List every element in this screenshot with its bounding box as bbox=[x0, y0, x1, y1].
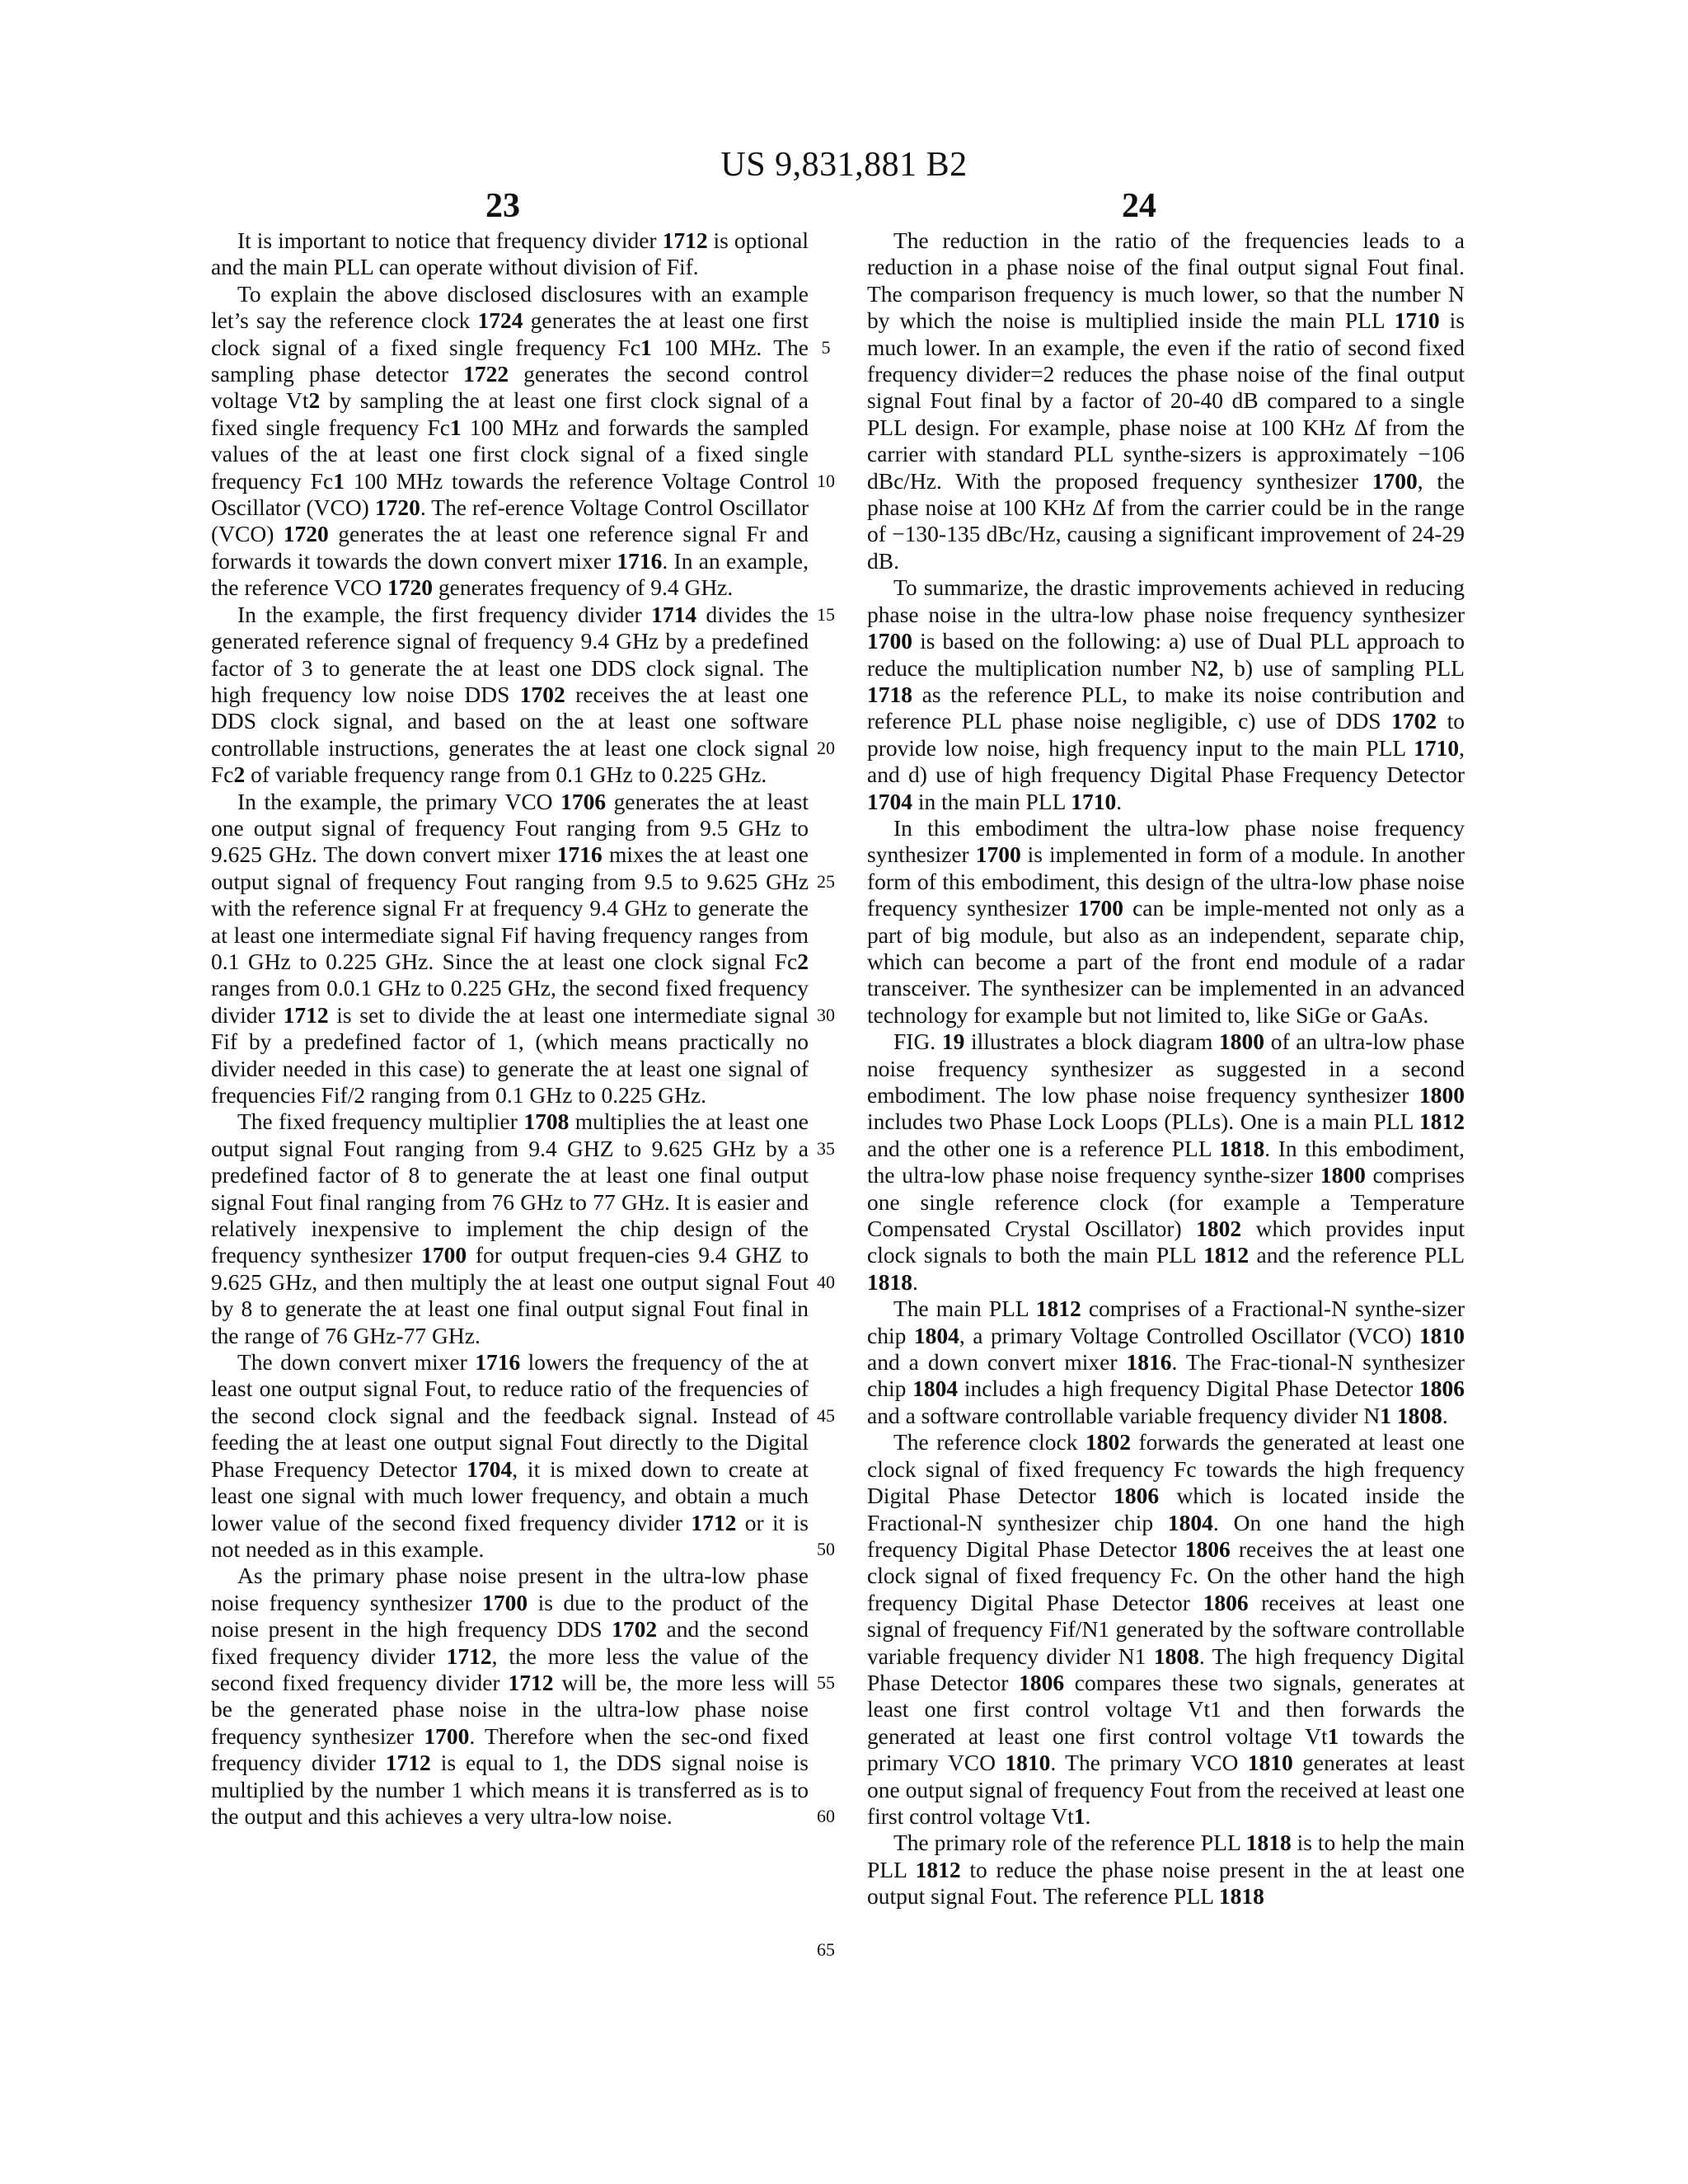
line-number-marker: 35 bbox=[817, 1137, 835, 1159]
line-number-marker: 15 bbox=[817, 603, 835, 625]
left-paragraph-4: In the example, the primary VCO 1706 generates the at least one output signal of frequency Fout ranging from 9.5 GHz to 9.625 GHz. The down convert mixer 1716 mixes the at least one output signal of frequency Fout ranging from 9.5 to 9.625 GHz with the reference signal Fr at frequency 9.4 GHz to generate the at least one intermediate signal Fif having frequency ranges from 0.1 GHz to 0.225 GHz. Since the at least one clock signal Fc2 ranges from 0.0.1 GHz to 0.225 GHz, the second fixed frequency divider 1712 is set to divide the at least one intermediate signal Fif by a predefined factor of 1, (which means practically no divider needed in this case) to generate the at least one signal of frequencies Fif/2 ranging from 0.1 GHz to 0.225 GHz. bbox=[211, 788, 809, 1108]
left-paragraph-7: As the primary phase noise present in the ultra-low phase noise frequency synthesizer 1700 is due to the product of the noise present in the high frequency DDS 1702 and the second fixed frequency divider 1712, the more less the value of the second fixed frequency divider 1712 will be, the more less will be the generated phase noise in the ultra-low phase noise frequency synthesizer 1700. Therefore when the sec-ond fixed frequency divider 1712 is equal to 1, the DDS signal noise is multiplied by the number 1 which means it is transferred as is to the output and this achieves a very ultra-low noise. bbox=[211, 1563, 809, 1829]
right-column bbox=[867, 227, 1465, 1910]
right-column-number: 24 bbox=[1122, 187, 1156, 225]
right-paragraph-3: In this embodiment the ultra-low phase noise frequency synthesizer 1700 is implemented in form of a module. In another form of this embodiment, this design of the ultra-low phase noise frequency synthesizer 1700 can be imple-mented not only as a part of big module, but also as an independent, separate chip, which can become a part of the front end module of a radar transceiver. The synthesizer can be implemented in an advanced technology for example but not limited to, like SiGe or GaAs. bbox=[867, 814, 1465, 1028]
right-paragraph-7: The primary role of the reference PLL 1818 is to help the main PLL 1812 to reduce the phase noise present in the at least one output signal Fout. The reference PLL 1818 bbox=[867, 1830, 1465, 1910]
patent-number: US 9,831,881 B2 bbox=[720, 146, 968, 184]
left-paragraph-5: The fixed frequency multiplier 1708 multiplies the at least one output signal Fout ranging from 9.4 GHZ to 9.625 GHz by a predefined factor of 8 to generate the at least one final output signal Fout final ranging from 76 GHz to 77 GHz. It is easier and relatively inexpensive to implement the chip design of the frequency synthesizer 1700 for output frequen-cies 9.4 GHZ to 9.625 GHz, and then multiply the at least one output signal Fout by 8 to generate the at least one final output signal Fout final in the range of 76 GHz-77 GHz. bbox=[211, 1108, 809, 1348]
left-paragraph-1: It is important to notice that frequency divider 1712 is optional and the main PLL can operate without division of Fif. bbox=[211, 227, 809, 280]
line-number-marker: 50 bbox=[817, 1538, 835, 1559]
right-paragraph-4: FIG. 19 illustrates a block diagram 1800 of an ultra-low phase noise frequency synthesizer as suggested in a second embodiment. The low phase noise frequency synthesizer 1800 includes two Phase Lock Loops (PLLs). One is a main PLL 1812 and the other one is a reference PLL 1818. In this embodiment, the ultra-low phase noise frequency synthe-sizer 1800 comprises one single reference clock (for example a Temperature Compensated Crystal Oscillator) 1802 which provides input clock signals to both the main PLL 1812 and the reference PLL 1818. bbox=[867, 1029, 1465, 1295]
left-paragraph-6: The down convert mixer 1716 lowers the frequency of the at least one output signal Fout, to reduce ratio of the frequencies of the second clock signal and the feedback signal. Instead of feeding the at least one output signal Fout directly to the Digital Phase Frequency Detector 1704, it is mixed down to create at least one signal with much lower frequency, and obtain a much lower value of the second fixed frequency divider 1712 or it is not needed as in this example. bbox=[211, 1349, 809, 1562]
right-paragraph-5: The main PLL 1812 comprises of a Fractional-N synthe-sizer chip 1804, a primary Voltage Controlled Oscillator (VCO) 1810 and a down convert mixer 1816. The Frac-tional-N synthesizer chip 1804 includes a high frequency Digital Phase Detector 1806 and a software controllable variable frequency divider N1 1808. bbox=[867, 1296, 1465, 1428]
right-paragraph-6: The reference clock 1802 forwards the generated at least one clock signal of fixed frequency Fc towards the high frequency Digital Phase Detector 1806 which is located inside the Fractional-N synthesizer chip 1804. On one hand the high frequency Digital Phase Detector 1806 receives the at least one clock signal of fixed frequency Fc. On the other hand the high frequency Digital Phase Detector 1806 receives at least one signal of frequency Fif/N1 generated by the software controllable variable frequency divider N1 1808. The high frequency Digital Phase Detector 1806 compares these two signals, generates at least one first control voltage Vt1 and then forwards the generated at least one first control voltage Vt1 towards the primary VCO 1810. The primary VCO 1810 generates at least one output signal of frequency Fout from the received at least one first control voltage Vt1. bbox=[867, 1429, 1465, 1829]
line-number-marker: 10 bbox=[817, 470, 835, 491]
left-paragraph-3: In the example, the first frequency divider 1714 divides the generated reference signal of frequency 9.4 GHz by a predefined factor of 3 to generate the at least one DDS clock signal. The high frequency low noise DDS 1702 receives the at least one DDS clock signal, and based on the at least one software controllable instructions, generates the at least one clock signal Fc2 of variable frequency range from 0.1 GHz to 0.225 GHz. bbox=[211, 601, 809, 788]
line-number-marker: 40 bbox=[817, 1271, 835, 1292]
line-number-marker: 45 bbox=[817, 1404, 835, 1426]
line-number-marker: 65 bbox=[817, 1938, 835, 1960]
left-column bbox=[211, 227, 809, 1830]
line-number-marker: 20 bbox=[817, 737, 835, 758]
line-number-marker: 60 bbox=[817, 1805, 835, 1826]
line-number-marker: 55 bbox=[817, 1671, 835, 1693]
line-number-marker: 30 bbox=[817, 1004, 835, 1025]
right-paragraph-2: To summarize, the drastic improvements achieved in reducing phase noise in the ultra-low phase noise frequency synthesizer 1700 is based on the following: a) use of Dual PLL approach to reduce the multiplication number N2, b) use of sampling PLL 1718 as the reference PLL, to make its noise contribution and reference PLL phase noise negligible, c) use of DDS 1702 to provide low noise, high frequency input to the main PLL 1710, and d) use of high frequency Digital Phase Frequency Detector 1704 in the main PLL 1710. bbox=[867, 574, 1465, 814]
line-number-marker: 25 bbox=[817, 870, 835, 892]
line-number-marker: 5 bbox=[821, 336, 831, 358]
left-column-number: 23 bbox=[485, 187, 520, 225]
left-paragraph-2: To explain the above disclosed disclosures with an example let’s say the reference clock 1724 generates the at least one first clock signal of a fixed single frequency Fc1 100 MHz. The sampling phase detector 1722 generates the second control voltage Vt2 by sampling the at least one first clock signal of a fixed single frequency Fc1 100 MHz and forwards the sampled values of the at least one first clock signal of a fixed single frequency Fc1 100 MHz towards the reference Voltage Control Oscillator (VCO) 1720. The ref-erence Voltage Control Oscillator (VCO) 1720 generates the at least one reference signal Fr and forwards it towards the down convert mixer 1716. In an example, the reference VCO 1720 generates frequency of 9.4 GHz. bbox=[211, 280, 809, 601]
right-paragraph-1: The reduction in the ratio of the frequencies leads to a reduction in a phase noise of the final output signal Fout final. The comparison frequency is much lower, so that the number N by which the noise is multiplied inside the main PLL 1710 is much lower. In an example, the even if the ratio of second fixed frequency divider=2 reduces the phase noise of the final output signal Fout final by a factor of 20-40 dB compared to a single PLL design. For example, phase noise at 100 KHz Δf from the carrier with standard PLL synthe-sizers is approximately −106 dBc/Hz. With the proposed frequency synthesizer 1700, the phase noise at 100 KHz Δf from the carrier could be in the range of −130-135 dBc/Hz, causing a significant improvement of 24-29 dB. bbox=[867, 227, 1465, 574]
